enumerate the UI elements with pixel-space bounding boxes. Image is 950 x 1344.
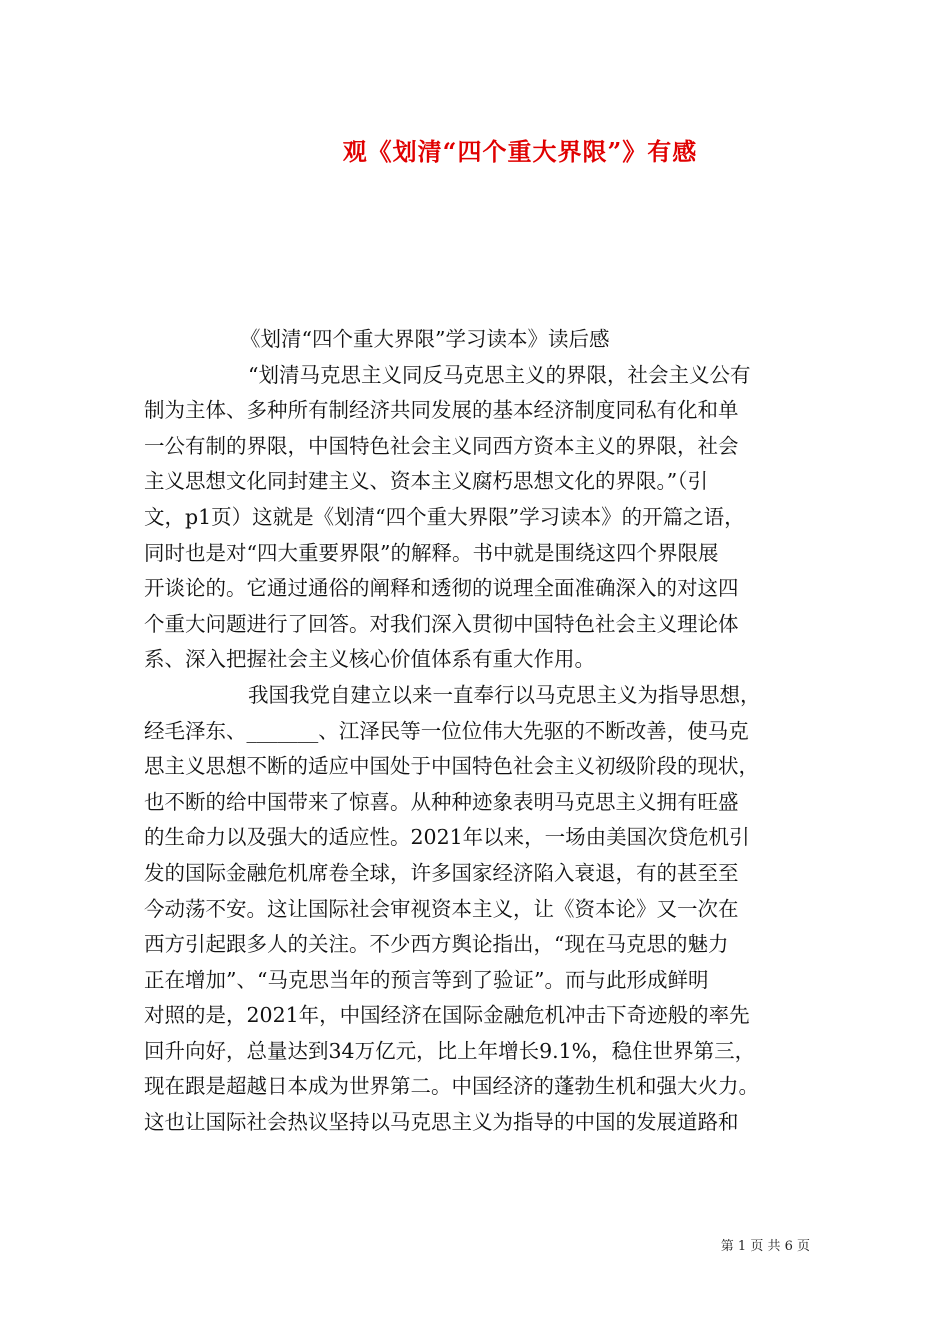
- paragraph-line: “划清马克思主义同反马克思主义的界限，社会主义公有: [248, 362, 751, 387]
- paragraph-line: 对照的是，2021年，中国经济在国际金融危机冲击下奇迹般的率先: [144, 1003, 750, 1028]
- paragraph-line: 同时也是对“四大重要界限”的解释。书中就是围绕这四个界限展: [144, 540, 719, 565]
- paragraph-line: 这也让国际社会热议坚持以马克思主义为指导的中国的发展道路和: [144, 1110, 739, 1135]
- paragraph-line: 正在增加”、“马克思当年的预言等到了验证”。而与此形成鲜明: [144, 967, 709, 992]
- paragraph-line: 西方引起跟多人的关注。不少西方舆论指出，“现在马克思的魅力: [144, 932, 729, 957]
- paragraph-line: 回升向好，总量达到34万亿元，比上年增长9.1%，稳住世界第三，: [144, 1038, 756, 1063]
- paragraph-line: 我国我党自建立以来一直奉行以马克思主义为指导思想，: [248, 682, 761, 707]
- document-body: [144, 322, 814, 1141]
- paragraph-line: 思主义思想不断的适应中国处于中国特色社会主义初级阶段的现状，: [144, 754, 759, 779]
- paragraph-line: 文，p1页）这就是《划清“四个重大界限”学习读本》的开篇之语，: [144, 504, 745, 529]
- paragraph-line: 现在跟是超越日本成为世界第二。中国经济的蓬勃生机和强大火力。: [144, 1074, 759, 1099]
- paragraph-line: 也不断的给中国带来了惊喜。从种种迹象表明马克思主义拥有旺盛: [144, 789, 739, 814]
- paragraph-line: 经毛泽东、_______、江泽民等一位位伟大先驱的不断改善，使马克: [144, 718, 749, 743]
- paragraph-line: 的生命力以及强大的适应性。2021年以来，一场由美国次贷危机引: [144, 825, 750, 850]
- paragraph-line: 制为主体、多种所有制经济共同发展的基本经济制度同私有化和单: [144, 398, 739, 423]
- paragraph-line: 发的国际金融危机席卷全球，许多国家经济陷入衰退，有的甚至至: [144, 860, 739, 885]
- paragraph-line: 主义思想文化同封建主义、资本主义腐朽思想文化的界限。”（引: [144, 469, 708, 494]
- paragraph-line: 一公有制的界限，中国特色社会主义同西方资本主义的界限，社会: [144, 433, 739, 458]
- page-number: 第 1 页 共 6 页: [720, 1239, 810, 1254]
- paragraph-line: 今动荡不安。这让国际社会审视资本主义，让《资本论》又一次在: [144, 896, 739, 921]
- subtitle: 《划清“四个重大界限”学习读本》读后感: [240, 327, 610, 351]
- page-title: 观《划清“四个重大界限”》有感: [342, 137, 698, 166]
- paragraph-line: 开谈论的。它通过通俗的阐释和透彻的说理全面准确深入的对这四: [144, 576, 739, 601]
- paragraph-line: 系、深入把握社会主义核心价值体系有重大作用。: [144, 647, 595, 672]
- paragraph-line: 个重大问题进行了回答。对我们深入贯彻中国特色社会主义理论体: [144, 611, 739, 636]
